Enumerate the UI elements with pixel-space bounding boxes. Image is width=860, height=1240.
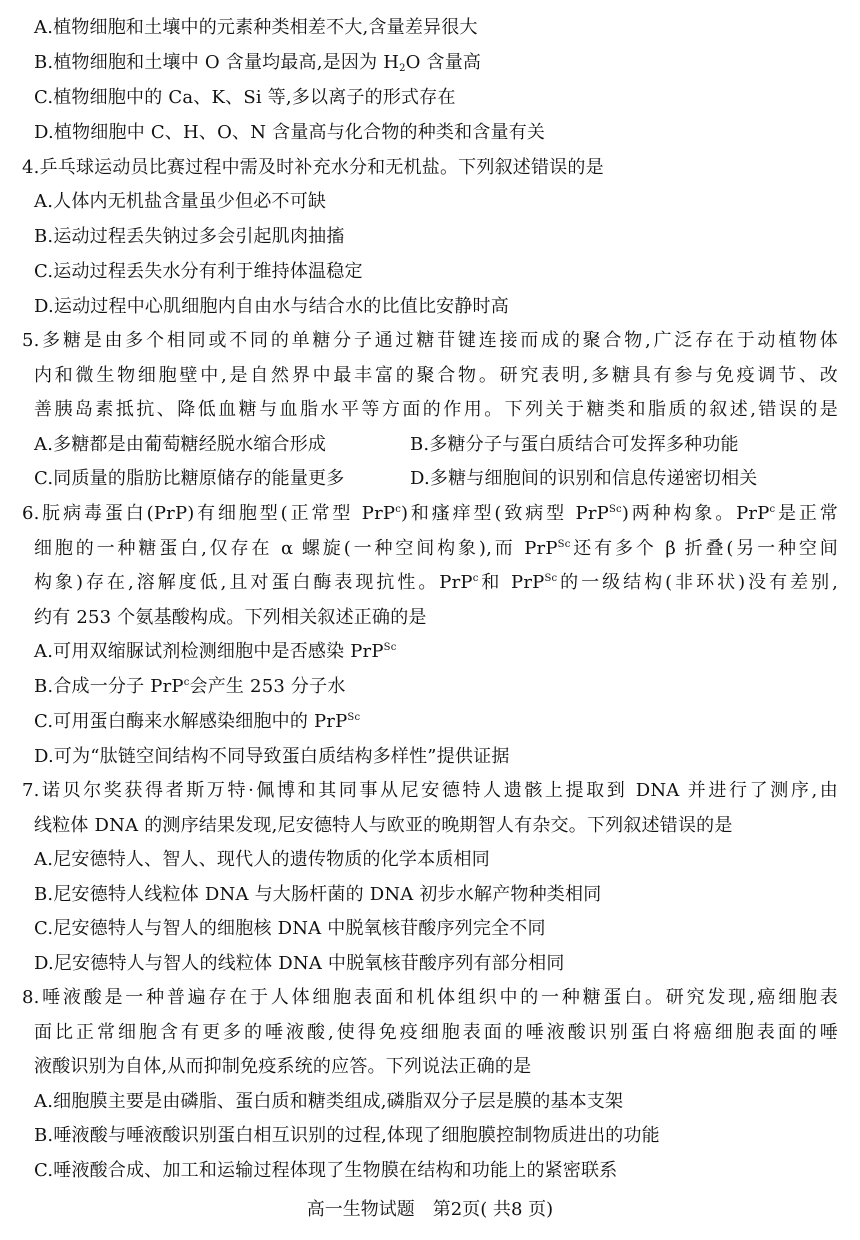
q7-option-d: D.尼安德特人与智人的线粒体 DNA 中脱氧核苷酸序列有部分相同 — [34, 953, 565, 974]
q4-option-d: D.运动过程中心肌细胞内自由水与结合水的比值比安静时高 — [34, 296, 509, 317]
q6-stem-line3: 构象)存在,溶解度低,且对蛋白酶表现抗性。PrP$^c$和 PrP$^{Sc}$的一级结构(非环状)没有差别, — [34, 572, 838, 593]
q5-option-d: D.多糖与细胞间的识别和信息传递密切相关 — [410, 468, 758, 489]
q7-stem-line1: 7.诺贝尔奖获得者斯万特·佩博和其同事从尼安德特人遗骸上提取到 DNA 并进行了测序,由 — [22, 780, 838, 801]
q5-stem-line2: 内和微生物细胞壁中,是自然界中最丰富的聚合物。研究表明,多糖具有参与免疫调节、改 — [34, 365, 838, 386]
q5-option-b: B.多糖分子与蛋白质结合可发挥多种功能 — [410, 434, 739, 455]
q8-stem-line2: 面比正常细胞含有更多的唾液酸,使得免疫细胞表面的唾液酸识别蛋白将癌细胞表面的唾 — [34, 1022, 838, 1043]
q5-option-a: A.多糖都是由葡萄糖经脱水缩合形成 — [34, 434, 327, 455]
q3-option-c: C.植物细胞中的 Ca、K、Si 等,多以离子的形式存在 — [34, 87, 456, 108]
q8-stem-line1: 8.唾液酸是一种普遍存在于人体细胞表面和机体组织中的一种糖蛋白。研究发现,癌细胞表 — [22, 987, 838, 1008]
page-footer: 高一生物试题 第2页( 共8 页) — [306, 1199, 554, 1220]
q8-option-a: A.细胞膜主要是由磷脂、蛋白质和糖类组成,磷脂双分子层是膜的基本支架 — [34, 1091, 624, 1112]
q5-options-ab — [34, 433, 326, 457]
q6-option-c: C.可用蛋白酶来水解感染细胞中的 PrP$^{Sc}$ — [34, 711, 361, 732]
q7-option-a: A.尼安德特人、智人、现代人的遗传物质的化学本质相同 — [34, 849, 490, 870]
q3-option-a: A.植物细胞和土壤中的元素种类相差不大,含量差异很大 — [34, 17, 478, 38]
q7-stem-line2: 线粒体 DNA 的测序结果发现,尼安德特人与欧亚的晚期智人有杂交。下列叙述错误的是 — [34, 815, 733, 836]
q6-stem-line4: 约有 253 个氨基酸构成。下列相关叙述正确的是 — [34, 607, 427, 628]
q8-option-b: B.唾液酸与唾液酸识别蛋白相互识别的过程,体现了细胞膜控制物质进出的功能 — [34, 1125, 660, 1146]
q8-stem-line3: 液酸识别为自体,从而抑制免疫系统的应答。下列说法正确的是 — [34, 1056, 532, 1077]
q6-stem-line2: 细胞的一种糖蛋白,仅存在 α 螺旋(一种空间构象),而 PrP$^{Sc}$还有多个 β 折叠(另一种空间 — [34, 538, 838, 559]
q5-option-c: C.同质量的脂肪比糖原储存的能量更多 — [34, 468, 345, 489]
q5-stem-line3: 善胰岛素抵抗、降低血糖与血脂水平等方面的作用。下列关于糖类和脂质的叙述,错误的是 — [34, 399, 838, 420]
q4-option-c: C.运动过程丢失水分有利于维持体温稳定 — [34, 261, 363, 282]
q6-option-b: B.合成一分子 PrP$^c$会产生 253 分子水 — [34, 676, 346, 697]
q4-option-b: B.运动过程丢失钠过多会引起肌肉抽搐 — [34, 226, 345, 247]
q6-stem-line1: 6.朊病毒蛋白(PrP)有细胞型(正常型 PrP$^c$)和瘙痒型(致病型 PrP$^{Sc}$)两种构象。PrP$^c$是正常 — [22, 503, 838, 524]
q3-option-d: D.植物细胞中 C、H、O、N 含量高与化合物的种类和含量有关 — [34, 122, 546, 143]
q3-option-b: B.植物细胞和土壤中 O 含量均最高,是因为 $H_2O$ 含量高 — [34, 52, 482, 74]
q5-stem-line1: 5.多糖是由多个相同或不同的单糖分子通过糖苷键连接而成的聚合物,广泛存在于动植物体 — [22, 330, 838, 351]
q4-option-a: A.人体内无机盐含量虽少但必不可缺 — [34, 191, 327, 212]
q7-option-c: C.尼安德特人与智人的细胞核 DNA 中脱氧核苷酸序列完全不同 — [34, 918, 546, 939]
q8-option-c: C.唾液酸合成、加工和运输过程体现了生物膜在结构和功能上的紧密联系 — [34, 1160, 618, 1181]
q7-option-b: B.尼安德特人线粒体 DNA 与大肠杆菌的 DNA 初步水解产物种类相同 — [34, 884, 602, 905]
q6-option-a: A.可用双缩脲试剂检测细胞中是否感染 PrP$^{Sc}$ — [34, 641, 397, 662]
q6-option-d: D.可为“肽链空间结构不同导致蛋白质结构多样性”提供证据 — [34, 746, 510, 767]
q4-stem: 4.乒乓球运动员比赛过程中需及时补充水分和无机盐。下列叙述错误的是 — [22, 157, 604, 178]
